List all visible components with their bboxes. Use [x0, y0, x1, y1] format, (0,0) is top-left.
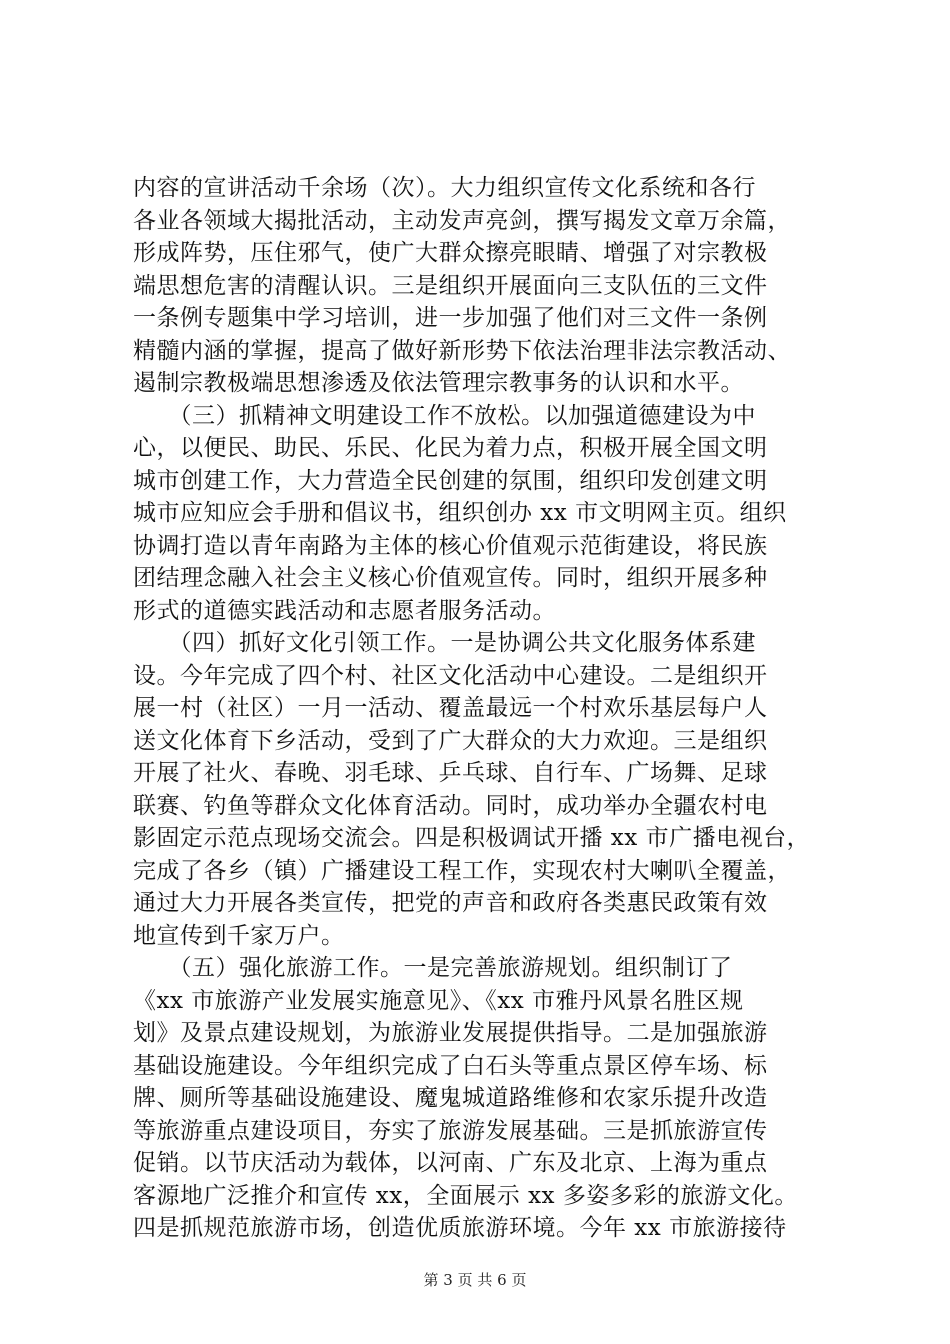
text-line: 城市创建工作，大力营造全民创建的氛围，组织印发创建文明: [133, 467, 768, 494]
page-footer: 第 3 页 共 6 页: [423, 1271, 527, 1289]
text-line: 形式的道德实践活动和志愿者服务活动。: [133, 597, 556, 624]
text-line: 团结理念融入社会主义核心价值观宣传。同时，组织开展多种: [133, 565, 768, 591]
text-line: 促销。以节庆活动为载体，以河南、广东及北京、上海为重点: [133, 1150, 768, 1176]
text-line: 端思想危害的清醒认识。三是组织开展面向三支队伍的三文件: [133, 272, 768, 299]
text-line: 牌、厕所等基础设施建设、魔鬼城道路维修和农家乐提升改造: [133, 1085, 768, 1111]
text-line: 等旅游重点建设项目，夯实了旅游发展基础。三是抓旅游宣传: [133, 1117, 768, 1144]
text-line: 形成阵势，压住邪气，使广大群众擦亮眼睛、增强了对宗教极: [133, 240, 768, 266]
text-line: 联赛、钓鱼等群众文化体育活动。同时，成功举办全疆农村电: [133, 792, 768, 819]
text-line: 客源地广泛推介和宣传 xx，全面展示 xx 多姿多彩的旅游文化。: [133, 1182, 798, 1209]
text-line: 四是抓规范旅游市场，创造优质旅游环境。今年 xx 市旅游接待: [133, 1215, 787, 1241]
text-line: 城市应知应会手册和倡议书，组织创办 xx 市文明网主页。组织: [133, 500, 787, 526]
text-line: 各业各领域大揭批活动，主动发声亮剑，撰写揭发文章万余篇，: [133, 207, 791, 234]
text-line: （三）抓精神文明建设工作不放松。以加强道德建设为中: [133, 402, 756, 429]
text-line: 遏制宗教极端思想渗透及依法管理宗教事务的认识和水平。: [133, 370, 744, 396]
text-line: 地宣传到千家万户。: [133, 922, 345, 949]
text-line: （四）抓好文化引领工作。一是协调公共文化服务体系建: [133, 630, 756, 656]
text-line: 送文化体育下乡活动，受到了广大群众的大力欢迎。三是组织: [133, 727, 768, 754]
document-body: [133, 172, 833, 1245]
text-line: 心，以便民、助民、乐民、化民为着力点，积极开展全国文明: [133, 435, 768, 461]
text-line: 设。今年完成了四个村、社区文化活动中心建设。二是组织开: [133, 662, 768, 689]
text-line: 协调打造以青年南路为主体的核心价值观示范街建设，将民族: [133, 532, 768, 559]
text-line: 划》及景点建设规划，为旅游业发展提供指导。二是加强旅游: [133, 1020, 768, 1046]
text-line: 影固定示范点现场交流会。四是积极调试开播 xx 市广播电视台，: [133, 825, 811, 851]
text-line: 精髓内涵的掌握，提高了做好新形势下依法治理非法宗教活动、: [133, 337, 791, 364]
text-line: 一条例专题集中学习培训，进一步加强了他们对三文件一条例: [133, 305, 768, 331]
text-line: （五）强化旅游工作。一是完善旅游规划。组织制订了: [133, 955, 733, 981]
text-line: 基础设施建设。今年组织完成了白石头等重点景区停车场、标: [133, 1052, 768, 1079]
text-line: 通过大力开展各类宣传，把党的声音和政府各类惠民政策有效: [133, 890, 768, 916]
text-line: 《xx 市旅游产业发展实施意见》、《xx 市雅丹风景名胜区规: [133, 987, 744, 1014]
text-line: 展一村（社区）一月一活动、覆盖最远一个村欢乐基层每户人: [133, 695, 768, 721]
text-line: 开展了社火、春晚、羽毛球、乒乓球、自行车、广场舞、足球: [133, 760, 768, 786]
text-line: 完成了各乡（镇）广播建设工程工作，实现农村大喇叭全覆盖，: [133, 857, 791, 884]
text-line: 内容的宣讲活动千余场（次）。大力组织宣传文化系统和各行: [133, 175, 756, 201]
